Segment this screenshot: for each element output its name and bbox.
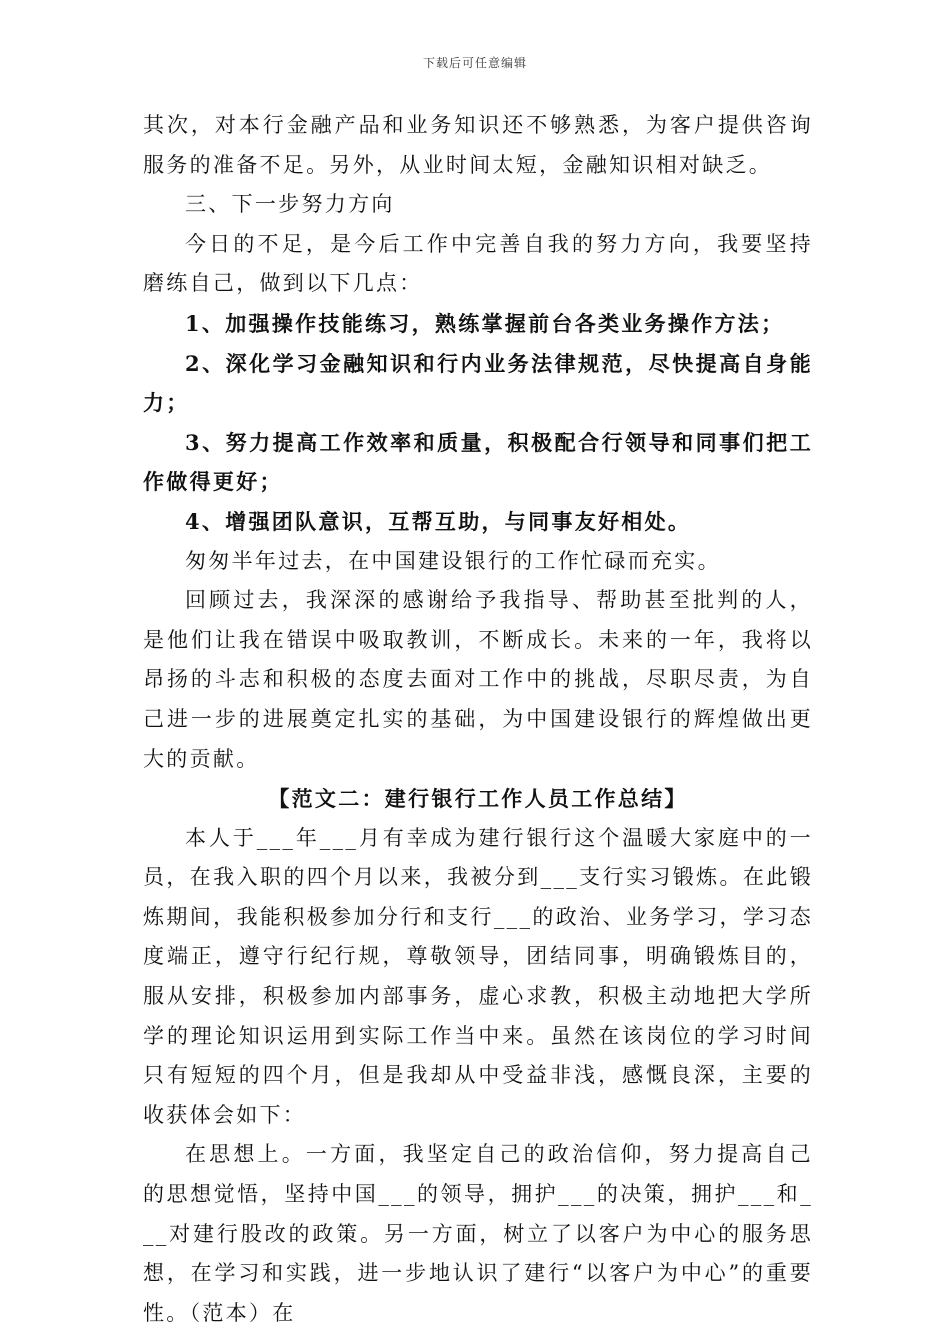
page-header-note: 下载后可任意编辑 xyxy=(422,56,527,70)
document-body xyxy=(143,106,813,1333)
list-item-1: 1、加强操作技能练习，熟练掌握前台各类业务操作方法； xyxy=(185,310,785,336)
paragraph-improvement-intro: 今日的不足，是今后工作中完善自我的努力方向，我要坚持磨练自己，做到以下几点： xyxy=(143,231,813,296)
paragraph-introduction: 本人于___年___月有幸成为建行银行这个温暖大家庭中的一员，在我入职的四个月以来，我被分到___支行实习锻炼。在此锻炼期间，我能积极参加分行和支行___的政治、业务学习，学习态度端正，遵守行纪行规，尊敬领导，团结同事，明确锻炼目的，服从安排，积极参加内部事务，虚心求教，积极主动地把大学所学的理论知识运用到实际工作当中来。虽然在该岗位的学习时间只有短短的四个月，但是我却从中受益非浅，感慨良深，主要的收获体会如下： xyxy=(143,825,813,1127)
paragraph-looking-back: 回顾过去，我深深的感谢给予我指导、帮助甚至批判的人，是他们让我在错误中吸取教训，不断成长。未来的一年，我将以昂扬的斗志和积极的态度去面对工作中的挑战，尽职尽责，为自己进一步的进展奠定扎实的基础，为中国建设银行的辉煌做出更大的贡献。 xyxy=(143,588,813,771)
paragraph-shortcomings: 其次，对本行金融产品和业务知识还不够熟悉，为客户提供咨询服务的准备不足。另外，从业时间太短，金融知识相对缺乏。 xyxy=(143,113,813,177)
list-item-2: 2、深化学习金融知识和行内业务法律规范，尽快提高自身能力； xyxy=(143,350,813,416)
paragraph-half-year: 匆匆半年过去，在中国建设银行的工作忙碌而充实。 xyxy=(185,548,721,573)
paragraph-ideology: 在思想上。一方面，我坚定自己的政治信仰，努力提高自己的思想觉悟，坚持中国___的领导，拥护___的决策，拥护___和___对建行股改的政策。另一方面，树立了以客户为中心的服务思想，在学习和实践，进一步地认识了建行“以客户为中心”的重要性。（范本）在 xyxy=(143,1142,813,1325)
section-heading-next-steps: 三、下一步努力方向 xyxy=(185,192,395,217)
list-item-3: 3、努力提高工作效率和质量，积极配合行领导和同事们把工作做得更好； xyxy=(143,429,813,495)
sample-two-title: 【范文二：建行银行工作人员工作总结】 xyxy=(268,786,688,812)
list-item-4: 4、增强团队意识，互帮互助，与同事友好相处。 xyxy=(185,508,692,534)
